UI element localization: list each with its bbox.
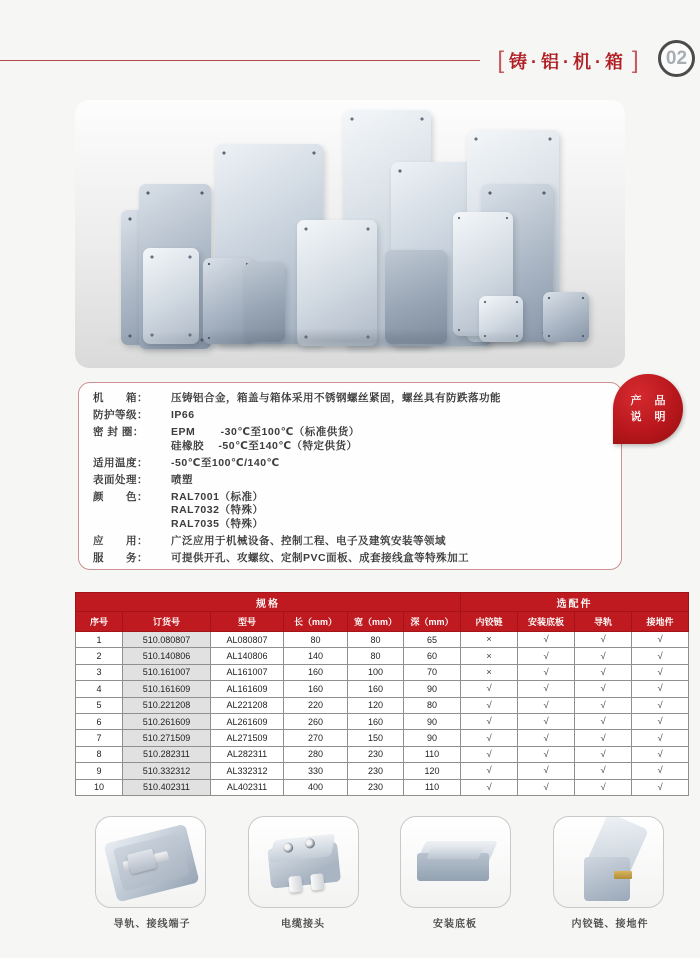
cell-width: 160	[348, 681, 404, 697]
spec-value: 喷塑	[171, 473, 193, 486]
cell-length: 160	[284, 681, 348, 697]
cell-order: 510.402311	[123, 779, 211, 795]
spec-label: 服 务：	[93, 551, 148, 564]
table-row	[76, 648, 689, 664]
cell-plate: √	[518, 632, 575, 648]
cell-model: AL282311	[211, 746, 284, 762]
spec-row	[93, 426, 611, 453]
cell-order: 510.221208	[123, 697, 211, 713]
cell-model: AL080807	[211, 632, 284, 648]
page-title-text: 铸·铝·机·箱	[509, 52, 627, 72]
cell-depth: 90	[404, 730, 461, 746]
spec-row	[93, 552, 611, 566]
spec-value: IP66	[171, 409, 195, 421]
cell-length: 280	[284, 746, 348, 762]
cell-ground: √	[632, 648, 689, 664]
cell-depth: 120	[404, 763, 461, 779]
cell-plate: √	[518, 746, 575, 762]
photo-card-rail-terminals	[95, 816, 206, 908]
column-header-order: 订货号	[123, 612, 211, 632]
column-header-ground: 接地件	[632, 612, 689, 632]
spec-value: 硅橡胶 -50℃至140℃（特定供货）	[171, 439, 358, 452]
cell-depth: 65	[404, 632, 461, 648]
table-group-header: 规格	[76, 593, 461, 612]
cell-ground: √	[632, 664, 689, 680]
cell-length: 260	[284, 713, 348, 729]
table-row	[76, 681, 689, 697]
cell-no: 10	[76, 779, 123, 795]
cell-model: AL402311	[211, 779, 284, 795]
cell-ground: √	[632, 632, 689, 648]
cell-length: 220	[284, 697, 348, 713]
cell-order: 510.161609	[123, 681, 211, 697]
cell-width: 80	[348, 632, 404, 648]
column-header-length: 长（mm）	[284, 612, 348, 632]
column-header-plate: 安装底板	[518, 612, 575, 632]
cell-plate: √	[518, 730, 575, 746]
cell-no: 9	[76, 763, 123, 779]
cell-hinge: √	[461, 763, 518, 779]
cell-order: 510.261609	[123, 713, 211, 729]
cell-order: 510.332312	[123, 763, 211, 779]
cell-model: AL261609	[211, 713, 284, 729]
table-row	[76, 730, 689, 746]
cell-rail: √	[575, 730, 632, 746]
cell-model: AL332312	[211, 763, 284, 779]
spec-label: 应 用：	[93, 534, 148, 547]
cell-no: 1	[76, 632, 123, 648]
cell-hinge: √	[461, 713, 518, 729]
rail-terminals-photo	[104, 824, 201, 906]
cell-depth: 60	[404, 648, 461, 664]
cell-width: 160	[348, 713, 404, 729]
spec-value: 压铸铝合金，箱盖与箱体采用不锈钢螺丝紧固，螺丝具有防跌落功能	[171, 392, 501, 404]
cell-ground: √	[632, 730, 689, 746]
cell-depth: 80	[404, 697, 461, 713]
spec-value: RAL7001（标准）	[171, 490, 264, 503]
badge-line2: 说 明	[630, 411, 671, 423]
spec-label: 颜 色：	[93, 490, 148, 503]
column-header-depth: 深（mm）	[404, 612, 461, 632]
spec-value: EPM -30℃至100℃（标准供货）	[171, 426, 360, 438]
title-bracket-left: [	[497, 47, 504, 74]
cell-plate: √	[518, 648, 575, 664]
cell-no: 5	[76, 697, 123, 713]
spec-table	[75, 592, 689, 796]
cell-no: 4	[76, 681, 123, 697]
cell-order: 510.271509	[123, 730, 211, 746]
spec-value: 广泛应用于机械设备、控制工程、电子及建筑安装等领域	[171, 534, 446, 547]
cell-length: 270	[284, 730, 348, 746]
cell-order: 510.161007	[123, 664, 211, 680]
cell-ground: √	[632, 681, 689, 697]
cell-length: 160	[284, 664, 348, 680]
cell-hinge: ×	[461, 632, 518, 648]
cell-depth: 90	[404, 713, 461, 729]
cell-length: 400	[284, 779, 348, 795]
floor-shadow	[95, 328, 595, 354]
hero-product-image	[75, 100, 625, 368]
cell-model: AL161007	[211, 664, 284, 680]
spec-value: RAL7032（特殊）	[171, 504, 264, 516]
cell-rail: √	[575, 779, 632, 795]
mounting-plate-photo	[417, 841, 497, 889]
cell-plate: √	[518, 681, 575, 697]
gallery-caption: 导轨、接线端子	[113, 919, 191, 930]
spec-row	[93, 474, 611, 488]
page-title	[482, 46, 654, 76]
cell-hinge: ×	[461, 648, 518, 664]
spec-value: 可提供开孔、攻螺纹、定制PVC面板、成套接线盒等特殊加工	[171, 551, 470, 564]
table-row	[76, 632, 689, 648]
product-note-badge	[613, 374, 683, 444]
title-bracket-right: ]	[631, 47, 639, 74]
spec-row	[93, 392, 611, 406]
hinge-ground-photo	[576, 823, 646, 903]
photo-card-mounting-plate	[400, 816, 511, 908]
badge-line1: 产 品	[630, 395, 671, 407]
cell-model: AL221208	[211, 697, 284, 713]
cell-depth: 110	[404, 779, 461, 795]
cell-width: 120	[348, 697, 404, 713]
cell-width: 150	[348, 730, 404, 746]
cell-order: 510.080807	[123, 632, 211, 648]
cell-width: 80	[348, 648, 404, 664]
cell-model: AL140806	[211, 648, 284, 664]
cell-ground: √	[632, 763, 689, 779]
cell-no: 8	[76, 746, 123, 762]
column-header-width: 宽（mm）	[348, 612, 404, 632]
table-row	[76, 713, 689, 729]
cable-glands-photo	[266, 831, 344, 896]
spec-label: 防护等级：	[93, 409, 148, 421]
table-row	[76, 763, 689, 779]
spec-label: 机 箱：	[93, 392, 148, 404]
cell-model: AL271509	[211, 730, 284, 746]
cell-hinge: √	[461, 746, 518, 762]
cell-rail: √	[575, 664, 632, 680]
spec-row	[93, 409, 611, 423]
spec-panel	[78, 382, 622, 570]
cell-no: 6	[76, 713, 123, 729]
spec-row	[93, 457, 611, 471]
cell-rail: √	[575, 632, 632, 648]
cell-length: 140	[284, 648, 348, 664]
cell-plate: √	[518, 713, 575, 729]
cell-width: 230	[348, 746, 404, 762]
page-number-badge: 02	[658, 40, 695, 77]
spec-label: 表面处理：	[93, 473, 148, 486]
cell-ground: √	[632, 779, 689, 795]
cell-plate: √	[518, 779, 575, 795]
cell-no: 2	[76, 648, 123, 664]
cell-order: 510.140806	[123, 648, 211, 664]
cell-rail: √	[575, 763, 632, 779]
table-row	[76, 664, 689, 680]
cell-hinge: √	[461, 779, 518, 795]
spec-value: -50℃至100℃/140℃	[171, 456, 280, 469]
table-row	[76, 779, 689, 795]
cell-ground: √	[632, 697, 689, 713]
table-group-header: 选配件	[461, 593, 689, 612]
cell-plate: √	[518, 763, 575, 779]
cell-depth: 110	[404, 746, 461, 762]
cell-rail: √	[575, 713, 632, 729]
column-header-model: 型号	[211, 612, 284, 632]
cell-length: 330	[284, 763, 348, 779]
cell-rail: √	[575, 697, 632, 713]
spec-label: 适用温度：	[93, 456, 148, 469]
cell-width: 230	[348, 763, 404, 779]
cell-length: 80	[284, 632, 348, 648]
cell-depth: 70	[404, 664, 461, 680]
cell-no: 7	[76, 730, 123, 746]
cell-width: 230	[348, 779, 404, 795]
table-row	[76, 697, 689, 713]
cell-rail: √	[575, 746, 632, 762]
cell-model: AL161609	[211, 681, 284, 697]
table-row	[76, 746, 689, 762]
photo-card-cable-glands	[248, 816, 359, 908]
cell-depth: 90	[404, 681, 461, 697]
cell-order: 510.282311	[123, 746, 211, 762]
cell-hinge: ×	[461, 664, 518, 680]
spec-row	[93, 491, 611, 532]
cell-hinge: √	[461, 697, 518, 713]
spec-value: RAL7035（特殊）	[171, 517, 264, 530]
cell-plate: √	[518, 697, 575, 713]
cell-no: 3	[76, 664, 123, 680]
column-header-hinge: 内铰链	[461, 612, 518, 632]
cell-plate: √	[518, 664, 575, 680]
cell-rail: √	[575, 648, 632, 664]
header-rule	[0, 60, 480, 61]
column-header-no: 序号	[76, 612, 123, 632]
gallery-caption: 电缆接头	[281, 919, 325, 930]
column-header-rail: 导轨	[575, 612, 632, 632]
photo-card-hinge-ground	[553, 816, 664, 908]
cell-rail: √	[575, 681, 632, 697]
gallery-caption: 内铰链、接地件	[571, 919, 649, 930]
spec-list	[93, 392, 611, 565]
cell-hinge: √	[461, 681, 518, 697]
spec-label: 密 封 圈：	[93, 426, 144, 438]
cell-ground: √	[632, 713, 689, 729]
spec-row	[93, 535, 611, 549]
cell-width: 100	[348, 664, 404, 680]
cell-hinge: √	[461, 730, 518, 746]
cell-ground: √	[632, 746, 689, 762]
gallery-caption: 安装底板	[433, 919, 477, 930]
